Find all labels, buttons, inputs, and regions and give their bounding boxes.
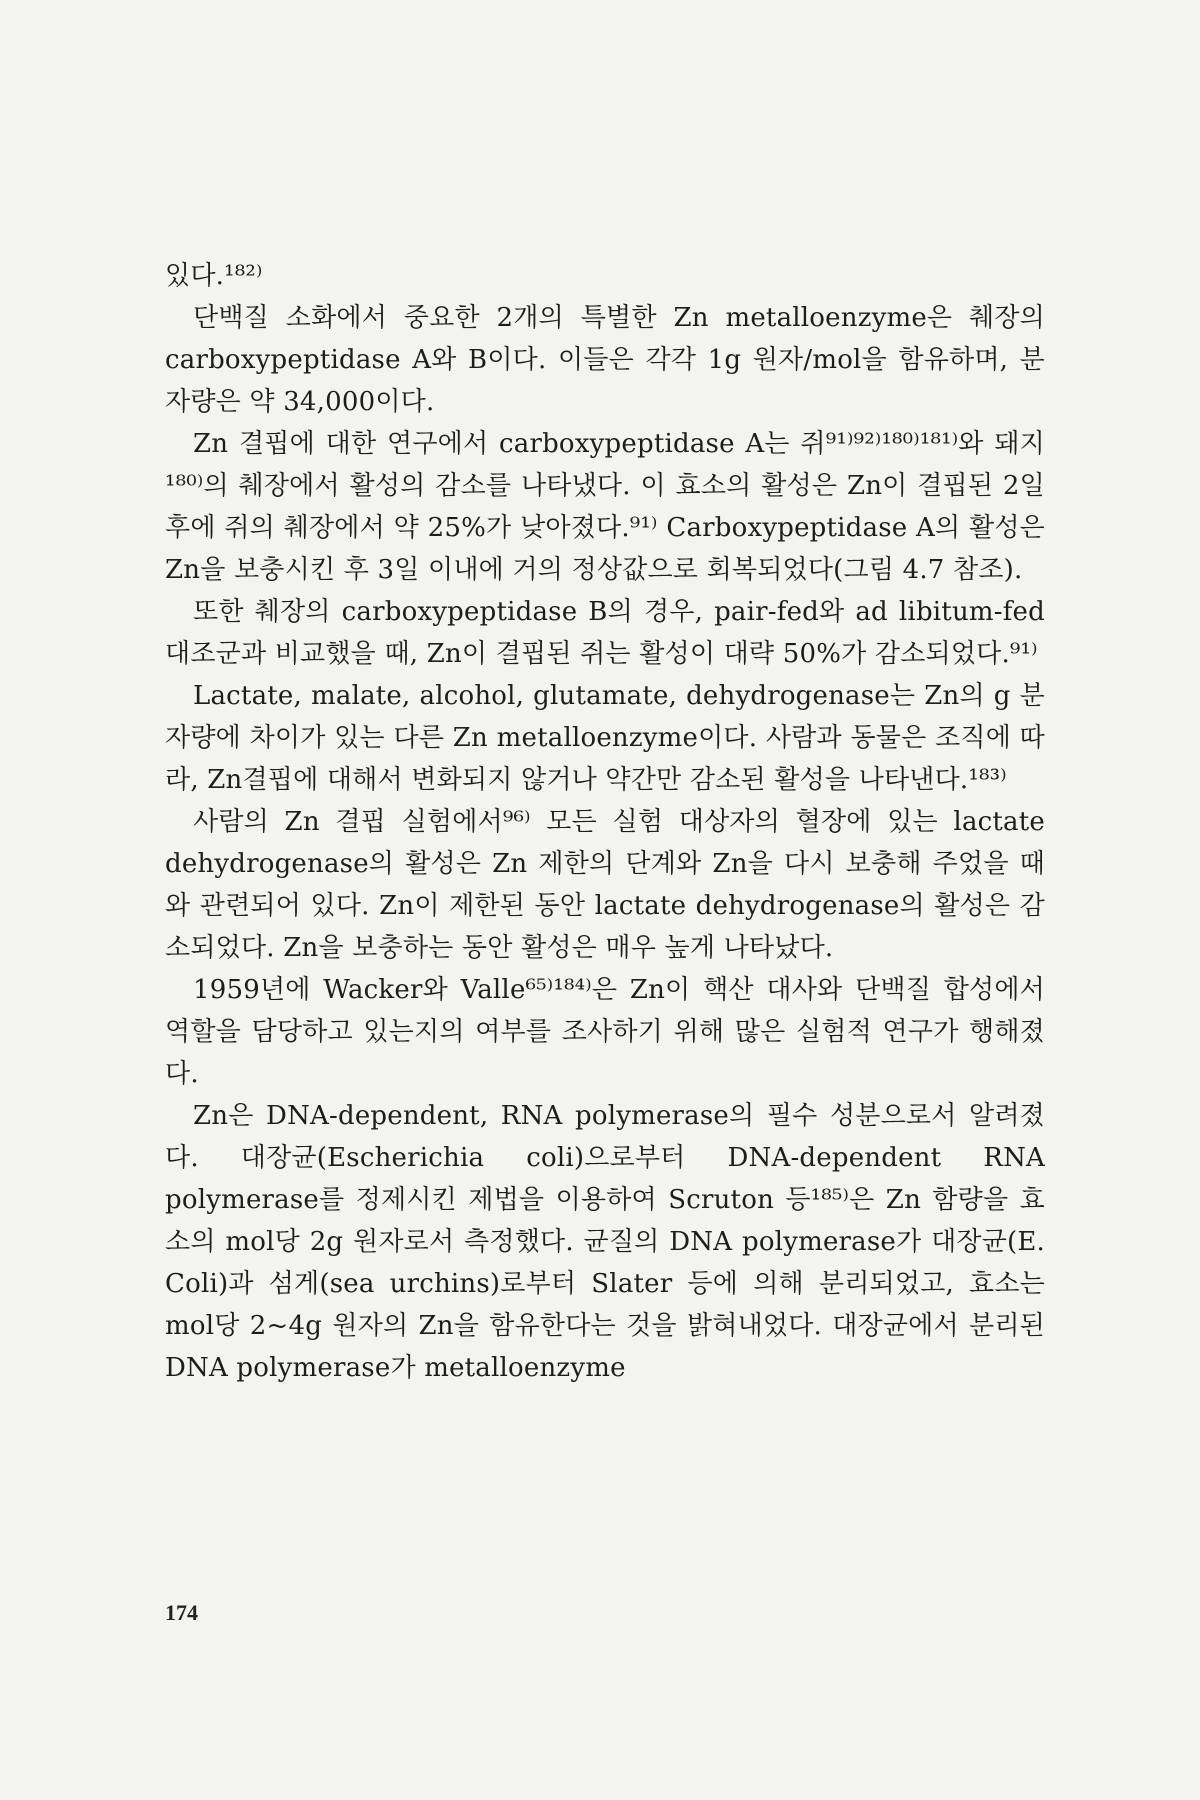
paragraph-1: 있다.¹⁸²⁾ [165,261,263,291]
paragraph-6: 사람의 Zn 결핍 실험에서⁹⁶⁾ 모든 실험 대상자의 혈장에 있는 lactate dehydrogenase의 활성은 Zn 제한의 단계와 Zn을 다시 보충해 주었을 때와 관련되어 있다. Zn이 제한된 동안 lactate dehydrogenase의 활성은 감소되었다. Zn을 보충하는 동안 활성은 매우 높게 나타났다. [165,807,1045,963]
paragraph-4: 또한 췌장의 carboxypeptidase B의 경우, pair-fed와 ad libitum-fed 대조군과 비교했을 때, Zn이 결핍된 쥐는 활성이 대략 50%가 감소되었다.⁹¹⁾ [165,597,1045,669]
paragraph-2: 단백질 소화에서 중요한 2개의 특별한 Zn metalloenzyme은 췌장의 carboxypeptidase A와 B이다. 이들은 각각 1g 원자/mol을 함유하며, 분자량은 약 34,000이다. [165,303,1045,417]
paragraph-7: 1959년에 Wacker와 Valle⁶⁵⁾¹⁸⁴⁾은 Zn이 핵산 대사와 단백질 합성에서 역할을 담당하고 있는지의 여부를 조사하기 위해 많은 실험적 연구가 행해졌다. [165,975,1045,1089]
paragraph-5: Lactate, malate, alcohol, glutamate, dehydrogenase는 Zn의 g 분자량에 차이가 있는 다른 Zn metalloenzyme이다. 사람과 동물은 조직에 따라, Zn결핍에 대해서 변화되지 않거나 약간만 감소된 활성을 나타낸다.¹⁸³⁾ [165,681,1045,795]
paragraph-8: Zn은 DNA-dependent, RNA polymerase의 필수 성분으로서 알려졌다. 대장균(Escherichia coli)으로부터 DNA-dependent RNA polymerase를 정제시킨 제법을 이용하여 Scruton 등¹⁸⁵⁾은 Zn 함량을 효소의 mol당 2g 원자로서 측정했다. 균질의 DNA polymerase가 대장균(E. Coli)과 섬게(sea urchins)로부터 Slater 등에 의해 분리되었고, 효소는 mol당 2~4g 원자의 Zn을 함유한다는 것을 밝혀내었다. 대장균에서 분리된 DNA polymerase가 metalloenzyme [165,1101,1045,1383]
page-number: 174 [165,1600,198,1625]
body-text [165,255,1045,1389]
paragraph-3: Zn 결핍에 대한 연구에서 carboxypeptidase A는 쥐⁹¹⁾⁹²⁾¹⁸⁰⁾¹⁸¹⁾와 돼지¹⁸⁰⁾의 췌장에서 활성의 감소를 나타냈다. 이 효소의 활성은 Zn이 결핍된 2일 후에 쥐의 췌장에서 약 25%가 낮아졌다.⁹¹⁾ Carboxypeptidase A의 활성은 Zn을 보충시킨 후 3일 이내에 거의 정상값으로 회복되었다(그림 4.7 참조). [165,429,1045,585]
